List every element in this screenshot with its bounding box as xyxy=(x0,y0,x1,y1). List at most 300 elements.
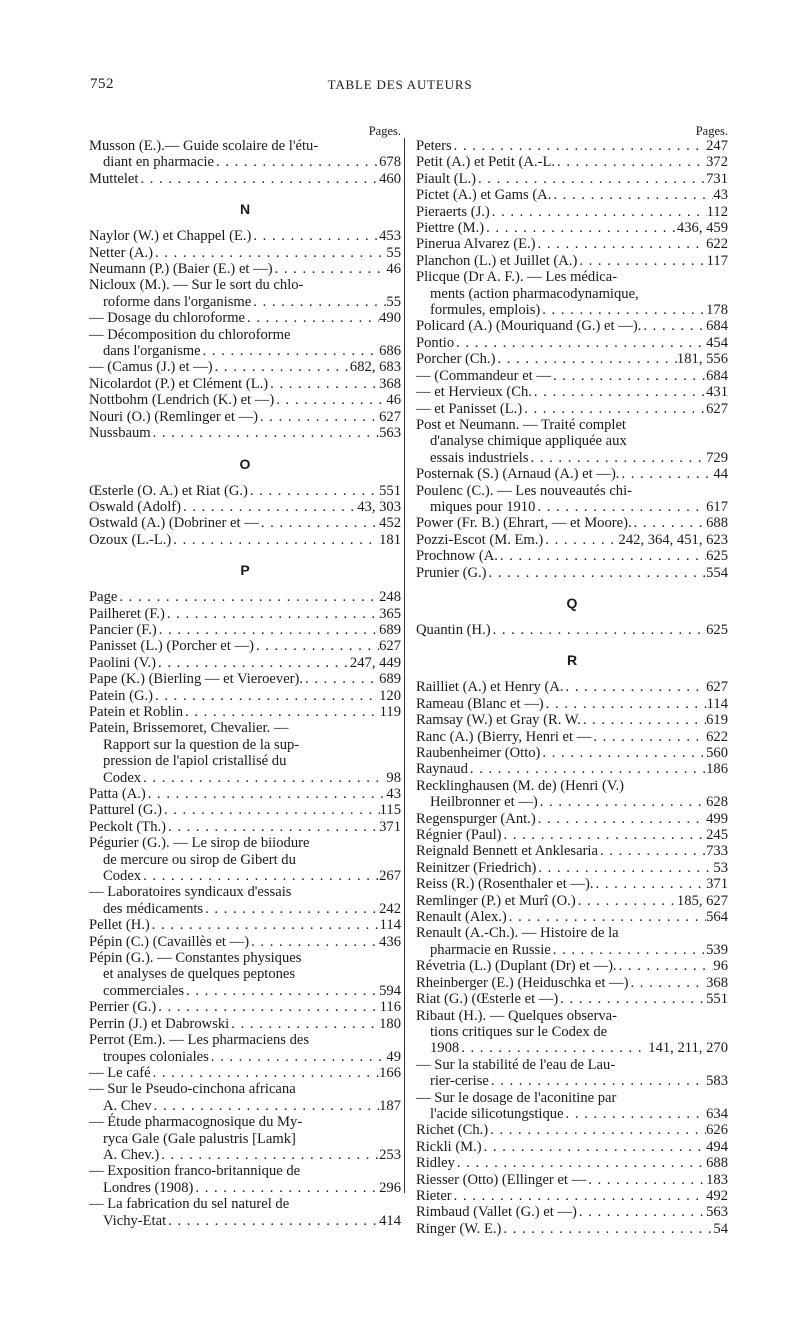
index-entry xyxy=(416,466,728,482)
entry-text-line: Prunier (G.) xyxy=(416,564,487,581)
page-reference: 563 xyxy=(706,1204,728,1221)
entry-text-line: Patein et Roblin xyxy=(89,703,184,720)
leader-dots xyxy=(138,171,379,187)
entry-text-line: Regenspurger (Ant.) xyxy=(416,810,536,827)
leader-dots xyxy=(619,466,713,482)
index-entry xyxy=(89,499,401,515)
page-reference: 114 xyxy=(379,917,401,934)
entry-text-line: Planchon (L.) et Juillet (A.) xyxy=(416,252,578,269)
page-reference: 181, 556 xyxy=(676,351,728,368)
index-entry xyxy=(89,671,401,687)
page-reference: 594 xyxy=(379,982,401,999)
page-reference: 627 xyxy=(379,408,401,425)
entry-text-line: Patta (A.) xyxy=(89,786,146,802)
leader-dots xyxy=(564,679,707,695)
entry-text-line: Londres (1908) xyxy=(103,1179,194,1196)
index-entry xyxy=(89,835,401,884)
entry-text-line: Nicloux (M.). — Sur le sort du chlo- xyxy=(89,277,304,294)
entry-text-line: commerciales xyxy=(103,982,185,999)
leader-dots xyxy=(193,1180,379,1196)
page-reference: 688 xyxy=(706,515,728,532)
page-reference: 622 xyxy=(706,236,728,253)
entry-text-line: Railliet (A.) et Henry (A. xyxy=(416,679,564,696)
entry-text-line: Perrin (J.) et Dabrowski xyxy=(89,1015,230,1032)
page-reference: 368 xyxy=(379,375,401,392)
entry-text-line: A. Chev xyxy=(103,1097,152,1114)
leader-dots xyxy=(551,368,706,384)
leader-dots xyxy=(251,294,386,310)
leader-dots xyxy=(166,819,379,835)
entry-text-line: Peckolt (Th.) xyxy=(89,818,167,835)
index-entry xyxy=(416,745,728,761)
page-reference: 43, 303 xyxy=(357,498,401,515)
leader-dots xyxy=(268,376,379,392)
index-entry xyxy=(89,171,401,187)
leader-dots xyxy=(251,228,379,244)
index-entry xyxy=(416,565,728,581)
entry-text-line: Rimbaud (Vallet (G.) et —) xyxy=(416,1204,577,1221)
entry-text-line: troupes coloniales xyxy=(103,1048,209,1065)
leader-dots xyxy=(171,532,379,548)
entry-text-line: — Exposition franco-britannique de xyxy=(89,1163,301,1180)
leader-dots xyxy=(166,1213,379,1229)
page-reference: 371 xyxy=(379,818,401,835)
page-reference: 267 xyxy=(379,868,401,885)
index-entry xyxy=(416,843,728,859)
page-reference: 181 xyxy=(379,531,401,548)
leader-dots xyxy=(617,958,714,974)
index-entry xyxy=(89,688,401,704)
page-reference: 560 xyxy=(706,745,728,761)
entry-text-line: roforme dans l'organisme xyxy=(103,293,252,310)
entry-text-line: Raubenheimer (Otto) xyxy=(416,745,541,761)
leader-dots xyxy=(162,802,380,818)
entry-text-line: Pailheret (F.) xyxy=(89,605,165,622)
index-entry xyxy=(416,761,728,777)
leader-dots xyxy=(184,983,379,999)
page-reference: 166 xyxy=(379,1064,401,1081)
page-reference: 583 xyxy=(706,1073,728,1090)
index-entry xyxy=(89,999,401,1015)
entry-text-line: Pellet (H.) xyxy=(89,917,150,934)
entry-text-line: Piettre (M.) xyxy=(416,220,485,237)
page-reference: 625 xyxy=(706,621,728,638)
entry-text-line: Régnier (Paul) xyxy=(416,827,502,844)
entry-text-line: Nottbohm (Lendrich (K.) et —) xyxy=(89,392,275,409)
page-reference: 684 xyxy=(706,318,728,335)
index-entry xyxy=(416,1155,728,1171)
page-reference: 634 xyxy=(706,1105,728,1122)
page-reference: 120 xyxy=(379,687,401,704)
leader-dots xyxy=(273,261,387,277)
entry-text-line: rier-cerise xyxy=(430,1073,489,1090)
index-entry xyxy=(416,729,728,745)
index-entry xyxy=(416,778,728,811)
index-entry xyxy=(416,860,728,876)
leader-dots xyxy=(540,302,706,318)
leader-dots xyxy=(141,868,379,884)
entry-text-line: Pégurier (G.). — Le sirop de biiodure xyxy=(89,835,310,852)
page-reference: 141, 211, 270 xyxy=(648,1040,728,1057)
entry-text-line: formules, emplois) xyxy=(430,302,541,319)
leader-dots xyxy=(591,729,706,745)
index-entry xyxy=(416,483,728,516)
entry-text-line: Rameau (Blanc et —) xyxy=(416,695,544,712)
entry-text-line: — La fabrication du sel naturel de xyxy=(89,1196,290,1213)
leader-dots xyxy=(259,515,379,531)
entry-text-line: Recklinghausen (M. de) (Henri (V.) xyxy=(416,777,625,794)
entry-text-line: Reignald Bennett et Anklesaria xyxy=(416,843,598,860)
entry-text-line: Plicque (Dr A. F.). — Les médica- xyxy=(416,269,618,286)
index-entry xyxy=(416,1008,728,1057)
page-reference: 627 xyxy=(379,638,401,655)
index-column-right xyxy=(416,124,728,1237)
leader-dots xyxy=(558,991,706,1007)
leader-dots xyxy=(536,860,713,876)
leader-dots xyxy=(455,1155,706,1171)
index-entry xyxy=(416,138,728,154)
entry-text-line: Ramsay (W.) et Gray (R. W. xyxy=(416,712,581,729)
leader-dots xyxy=(594,876,707,892)
entry-text-line: Pancier (F.) xyxy=(89,621,157,638)
leader-dots xyxy=(274,392,386,408)
leader-dots xyxy=(564,1106,707,1122)
index-entry xyxy=(89,655,401,671)
entry-text-line: Renault (Alex.) xyxy=(416,909,507,926)
leader-dots xyxy=(156,999,379,1015)
page-reference: 247, 449 xyxy=(349,654,401,671)
entry-text-line: — Laboratoires syndicaux d'essais xyxy=(89,884,292,901)
entry-text-line: Rheinberger (E.) (Heiduschka et —) xyxy=(416,974,629,991)
page-reference: 178 xyxy=(706,302,728,319)
index-entry xyxy=(416,220,728,236)
leader-dots xyxy=(540,745,706,761)
index-entry xyxy=(89,245,401,261)
page-reference: 44 xyxy=(713,466,728,483)
page-reference: 689 xyxy=(379,671,401,688)
page-reference: 731 xyxy=(706,170,728,187)
entry-text-line: Raynaud xyxy=(416,761,468,778)
page-reference: 490 xyxy=(379,310,401,327)
entry-text-line: Pépin (G.). — Constantes physiques xyxy=(89,950,302,967)
entry-text-line: l'acide silicotungstique xyxy=(430,1105,564,1122)
entry-text-line: — Sur le Pseudo-cinchona africana xyxy=(89,1081,296,1098)
index-entry xyxy=(89,228,401,244)
page-reference: 619 xyxy=(706,712,728,729)
entry-text-line: Paolini (V.) xyxy=(89,654,157,671)
page-reference: 454 xyxy=(706,334,728,351)
index-entry xyxy=(416,909,728,925)
index-entry xyxy=(416,1139,728,1155)
leader-dots xyxy=(117,589,379,605)
page-reference: 245 xyxy=(706,827,728,844)
page-reference: 248 xyxy=(379,589,401,606)
leader-dots xyxy=(159,1147,379,1163)
page-reference: 564 xyxy=(706,909,728,926)
entry-text-line: Rickli (M.) xyxy=(416,1138,482,1155)
index-entry xyxy=(416,991,728,1007)
page-reference: 678 xyxy=(379,154,401,171)
index-entry xyxy=(416,548,728,564)
page-reference: 414 xyxy=(379,1212,401,1229)
page-reference: 436, 459 xyxy=(676,220,728,237)
index-entry xyxy=(416,417,728,466)
entry-text-line: Ostwald (A.) (Dobriner et — xyxy=(89,515,259,532)
leader-dots xyxy=(535,499,706,515)
index-entry xyxy=(89,515,401,531)
index-entry xyxy=(89,409,401,425)
leader-dots xyxy=(576,893,677,909)
index-entry xyxy=(416,515,728,531)
entry-text-line: Perrot (Em.). — Les pharmaciens des xyxy=(89,1032,310,1049)
section-letter: O xyxy=(239,455,251,472)
section-letter: N xyxy=(239,201,251,218)
index-entry xyxy=(89,327,401,360)
page-reference: 242, 364, 451, 623 xyxy=(618,531,728,548)
leader-dots xyxy=(303,671,379,687)
page-reference: 117 xyxy=(706,252,728,269)
leader-dots xyxy=(214,154,379,170)
page-reference: 460 xyxy=(379,170,401,187)
page-reference: 55 xyxy=(386,293,401,310)
entry-text-line: des médicaments xyxy=(103,900,204,917)
index-entry xyxy=(416,712,728,728)
page-reference: 563 xyxy=(379,425,401,442)
entry-text-line: — Dosage du chloroforme xyxy=(89,310,246,327)
leader-dots xyxy=(632,515,706,531)
leader-dots xyxy=(151,1065,380,1081)
index-entry xyxy=(416,318,728,334)
entry-text-line: — et Panisset (L.) xyxy=(416,400,523,417)
index-entry xyxy=(89,483,401,499)
index-entry xyxy=(416,1221,728,1237)
page-reference: 431 xyxy=(706,384,728,401)
entry-text-line: A. Chev.) xyxy=(103,1146,160,1163)
page-reference: 115 xyxy=(379,802,401,819)
entry-text-line: Pictet (A.) et Gams (A. xyxy=(416,187,552,204)
index-entry xyxy=(416,975,728,991)
leader-dots xyxy=(245,310,379,326)
section-letter: Q xyxy=(566,594,578,611)
page-reference: 365 xyxy=(379,605,401,622)
page-reference: 116 xyxy=(379,999,401,1016)
entry-text-line: dans l'organisme xyxy=(103,343,201,360)
page-reference: 682, 683 xyxy=(349,359,401,376)
leader-dots xyxy=(454,335,706,351)
page-reference: 43 xyxy=(713,187,728,204)
index-entry xyxy=(89,622,401,638)
leader-dots xyxy=(522,401,706,417)
index-entry xyxy=(416,876,728,892)
index-entry xyxy=(89,1032,401,1065)
entry-text-line: — (Camus (J.) et —) xyxy=(89,359,213,376)
page-reference: 368 xyxy=(706,974,728,991)
leader-dots xyxy=(491,622,707,638)
entry-text-line: Nicolardot (P.) et Clément (L.) xyxy=(89,375,269,392)
leader-dots xyxy=(488,1122,706,1138)
leader-dots xyxy=(482,1139,706,1155)
entry-text-line: Pinerua Alvarez (E.) xyxy=(416,236,536,253)
entry-text-line: Rieter xyxy=(416,1187,452,1204)
page-reference: 186 xyxy=(706,761,728,778)
page-reference: 371 xyxy=(706,876,728,893)
page-reference: 729 xyxy=(706,449,728,466)
leader-dots xyxy=(141,770,386,786)
entry-text-line: Porcher (Ch.) xyxy=(416,351,496,368)
page-reference: 453 xyxy=(379,228,401,245)
page-reference: 112 xyxy=(706,203,728,220)
index-entry xyxy=(416,154,728,170)
page-reference: 689 xyxy=(379,621,401,638)
leader-dots xyxy=(551,187,713,203)
index-entry xyxy=(416,958,728,974)
leader-dots xyxy=(577,1204,706,1220)
leader-dots xyxy=(254,638,379,654)
entry-text-line: diant en pharmacie xyxy=(103,154,215,171)
page-reference: 628 xyxy=(706,794,728,811)
leader-dots xyxy=(151,425,379,441)
index-entry xyxy=(416,236,728,252)
index-entry xyxy=(89,950,401,999)
entry-text-line: Pépin (C.) (Cavaillès et —) xyxy=(89,933,250,950)
index-entry xyxy=(89,1114,401,1163)
index-entry xyxy=(416,368,728,384)
leader-dots xyxy=(258,409,379,425)
entry-text-line: Poulenc (C.). — Les nouveautés chi- xyxy=(416,482,633,499)
index-entry xyxy=(89,138,401,171)
section-letter: P xyxy=(240,562,250,579)
entry-text-line: Codex xyxy=(103,868,142,885)
leader-dots xyxy=(156,655,350,671)
leader-dots xyxy=(468,761,706,777)
index-entry xyxy=(89,376,401,392)
entry-text-line: Pape (K.) (Bierling — et Vieroever). xyxy=(89,671,304,688)
leader-dots xyxy=(586,1172,706,1188)
leader-dots xyxy=(146,786,387,802)
entry-text-line: pharmacie en Russie xyxy=(430,941,551,958)
index-entry xyxy=(416,1172,728,1188)
index-entry xyxy=(416,1204,728,1220)
page-reference: 436 xyxy=(379,933,401,950)
leader-dots xyxy=(581,712,706,728)
page-reference: 688 xyxy=(706,1155,728,1172)
page-header xyxy=(0,76,800,96)
leader-dots xyxy=(501,1221,713,1237)
index-entry xyxy=(416,351,728,367)
entry-text-line: Patein, Brissemoret, Chevalier. — xyxy=(89,720,289,737)
leader-dots xyxy=(248,483,379,499)
leader-dots xyxy=(157,622,379,638)
index-column-left xyxy=(89,124,401,1229)
page-reference: 539 xyxy=(706,941,728,958)
entry-text-line: Power (Fr. B.) (Ehrart, — et Moore). xyxy=(416,515,632,532)
leader-dots xyxy=(487,565,707,581)
index-entry xyxy=(89,532,401,548)
index-entry xyxy=(416,1057,728,1090)
leader-dots xyxy=(543,532,618,548)
entry-text-line: Posternak (S.) (Arnaud (A.) et —). xyxy=(416,466,620,483)
entry-list-left xyxy=(89,138,401,1229)
index-entry xyxy=(416,335,728,351)
page-reference: 180 xyxy=(379,1015,401,1032)
leader-dots xyxy=(452,1188,706,1204)
page-reference: 627 xyxy=(706,400,728,417)
leader-dots xyxy=(490,204,707,220)
index-entry xyxy=(416,171,728,187)
index-entry xyxy=(89,1163,401,1196)
pages-label: Pages. xyxy=(368,124,401,138)
index-entry xyxy=(89,261,401,277)
index-entry xyxy=(89,638,401,654)
entry-text-line: essais industriels xyxy=(430,449,529,466)
leader-dots xyxy=(459,1040,648,1056)
leader-dots xyxy=(507,909,706,925)
leader-dots xyxy=(532,384,706,400)
index-entry xyxy=(89,1081,401,1114)
index-entry xyxy=(416,827,728,843)
index-entry xyxy=(416,1188,728,1204)
entry-text-line: Remlinger (P.) et Murî (O.) xyxy=(416,892,576,909)
entry-text-line: Patturel (G.) xyxy=(89,802,162,819)
entry-text-line: Prochnow (A. xyxy=(416,548,498,565)
leader-dots xyxy=(529,450,707,466)
page-reference: 686 xyxy=(379,343,401,360)
index-entry xyxy=(89,720,401,786)
index-entry xyxy=(416,401,728,417)
page-reference: 242 xyxy=(379,900,401,917)
entry-text-line: — Étude pharmacognosique du My- xyxy=(89,1114,303,1131)
entry-text-line: Ridley xyxy=(416,1155,455,1172)
page-reference: 617 xyxy=(706,498,728,515)
entry-text-line: Ribaut (H.). — Quelques observa- xyxy=(416,1007,618,1024)
leader-dots xyxy=(152,1098,379,1114)
entry-text-line: Riat (G.) (Œsterle et —) xyxy=(416,991,559,1008)
leader-dots xyxy=(502,827,707,843)
entry-text-line: Peters xyxy=(416,138,452,154)
entry-text-line: Neumann (P.) (Baier (E.) et —) xyxy=(89,261,273,278)
page-reference: 55 xyxy=(386,244,401,261)
entry-text-line: Patein (G.) xyxy=(89,687,154,704)
entry-text-line: Netter (A.) xyxy=(89,244,154,261)
entry-text-line: Pieraerts (J.) xyxy=(416,203,490,220)
index-entry xyxy=(89,802,401,818)
entry-text-line: Pontio xyxy=(416,334,455,351)
entry-text-line: ments (action pharmacodynamique, xyxy=(430,285,639,302)
entry-text-line: Musson (E.).— Guide scolaire de l'étu- xyxy=(89,138,319,154)
entry-text-line: Rapport sur la question de la sup- xyxy=(103,736,300,753)
leader-dots xyxy=(489,1073,706,1089)
index-entry xyxy=(416,269,728,318)
entry-text-line: Heilbronner et —) xyxy=(430,794,538,811)
leader-dots xyxy=(536,811,706,827)
page-reference: 626 xyxy=(706,1122,728,1139)
leader-dots xyxy=(203,901,379,917)
entry-text-line: Codex xyxy=(103,769,142,786)
index-entry xyxy=(89,589,401,605)
page-reference: 46 xyxy=(386,392,401,409)
leader-dots xyxy=(165,606,379,622)
entry-text-line: Révetria (L.) (Duplant (Dr) et —). xyxy=(416,958,617,975)
leader-dots xyxy=(452,138,706,154)
leader-dots xyxy=(628,975,706,991)
page-reference: 684 xyxy=(706,367,728,384)
page-reference: 296 xyxy=(379,1179,401,1196)
entry-text-line: et analyses de quelques peptones xyxy=(103,966,296,983)
entry-text-line: Riesser (Otto) (Ellinger et — xyxy=(416,1171,587,1188)
index-entry xyxy=(89,884,401,917)
section-letter: R xyxy=(566,652,578,669)
leader-dots xyxy=(641,318,706,334)
